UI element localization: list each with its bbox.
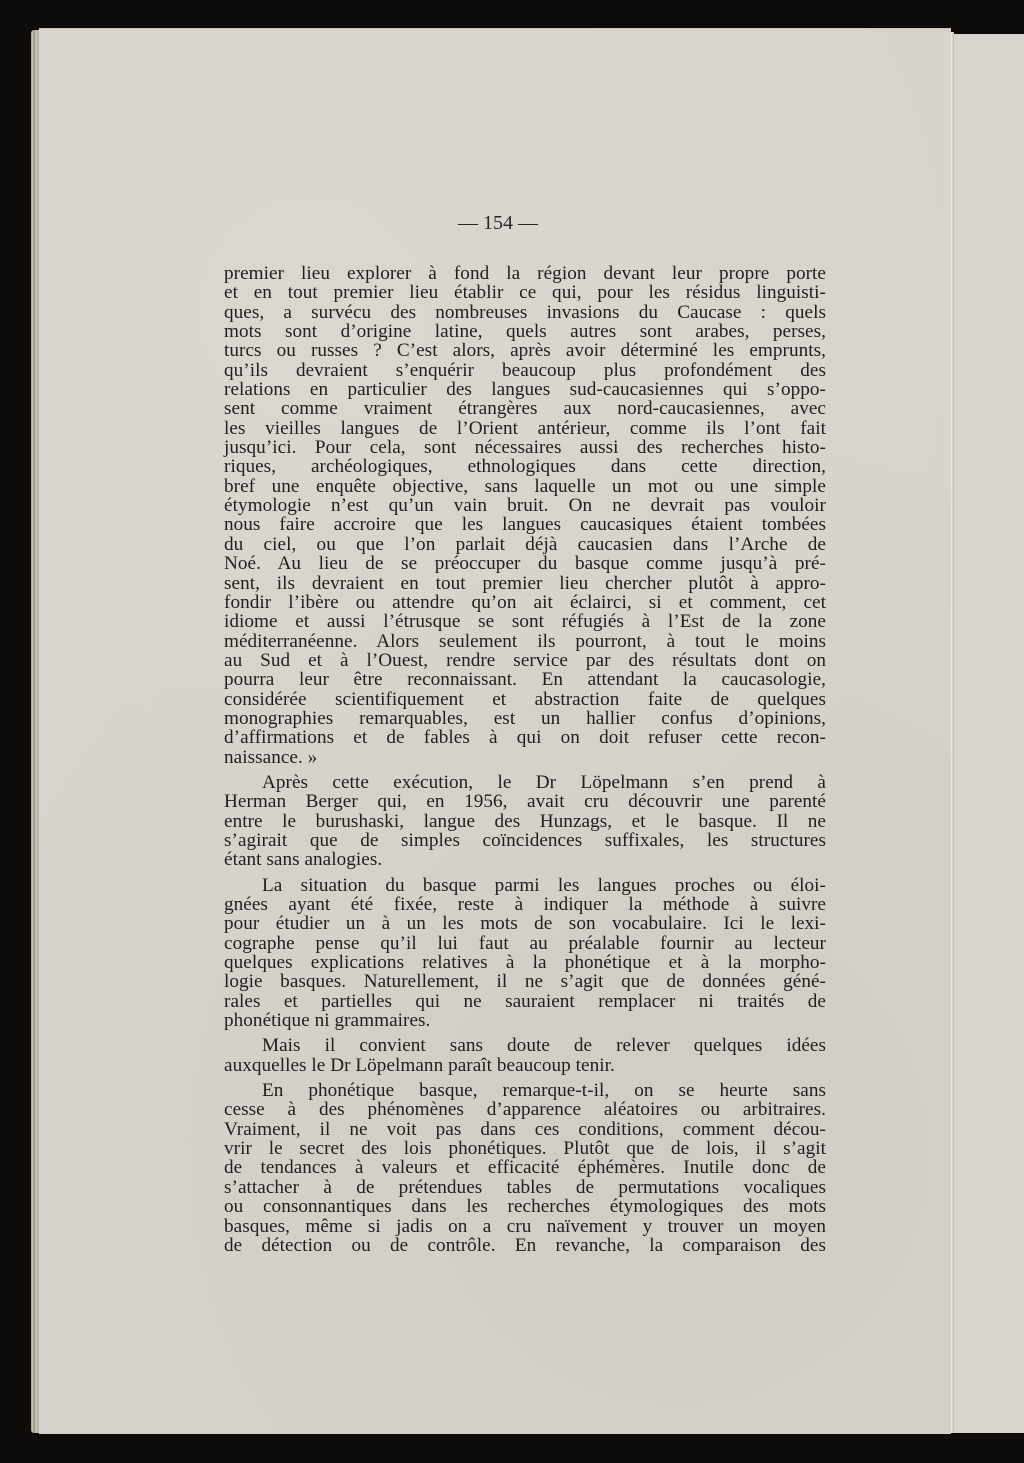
text-line: jusqu’ici. Pour cela, sont nécessaires aussi des recherches histo- [224,437,826,459]
text-line: turcs ou russes ? C’est alors, après avoir déterminé les emprunts, [224,340,826,362]
text-line: naissance. » [224,746,318,768]
text-line: entre le burushaski, langue des Hunzags, et le basque. Il ne [224,810,826,832]
text-line: considérée scientifiquement et abstraction faite de quelques [224,688,826,710]
text-line: les vieilles langues de l’Orient antérieur, comme ils l’ont fait [224,417,826,439]
text-line: s’attacher à de prétendues tables de permutations vocaliques [224,1176,826,1198]
text-line: sent, ils devraient en tout premier lieu chercher plutôt à appro- [224,572,826,594]
text-line: pour étudier un à un les mots de son vocabulaire. Ici le lexi- [224,913,826,935]
text-line: nous faire accroire que les langues caucasiques étaient tombées [224,514,826,536]
text-line: ou consonnantiques dans les recherches étymologiques des mots [224,1196,826,1218]
text-line: et en tout premier lieu établir ce qui, pour les résidus linguisti- [224,282,826,304]
text-line: Après cette exécution, le Dr Löpelmann s’en prend à [262,771,826,793]
text-line: relations en particulier des langues sud-caucasiennes qui s’oppo- [224,379,826,401]
text-line: au Sud et à l’Ouest, rendre service par des résultats dont on [224,649,826,671]
text-line: Mais il convient sans doute de relever quelques idées [262,1035,826,1057]
text-line: mots sont d’origine latine, quels autres sont arabes, perses, [224,321,826,343]
body-text [224,264,826,1255]
page-number: — 154 — [458,212,538,234]
text-line: sent comme vraiment étrangères aux nord-caucasiennes, avec [224,398,826,420]
page-stack-edge [31,30,39,1433]
paragraph [224,876,826,1031]
text-line: qu’ils devraient s’enquérir beaucoup plus profondément des [224,359,826,381]
text-line: d’affirmations et de fables à qui on doit refuser cette recon- [224,727,826,749]
text-line: monographies remarquables, est un hallier confus d’opinions, [224,707,826,729]
facing-page [954,34,1024,1433]
text-line: de tendances à valeurs et efficacité éphémères. Inutile donc de [224,1157,826,1179]
text-line: du ciel, ou que l’on parlait déjà caucasien dans l’Arche de [224,533,826,555]
text-line: phonétique ni grammaires. [224,1010,431,1032]
text-line: de détection ou de contrôle. En revanche, la comparaison des [224,1234,826,1256]
text-line: La situation du basque parmi les langues proches ou éloi- [262,874,826,896]
paragraph [224,264,826,767]
text-line: basques, même si jadis on a cru naïvement y trouver un moyen [224,1215,826,1237]
text-line: En phonétique basque, remarque-t-il, on se heurte sans [262,1080,826,1102]
text-line: Noé. Au lieu de se préoccuper du basque comme jusqu’à pré- [224,553,826,575]
text-line: quelques explications relatives à la phonétique et à la morpho- [224,952,826,974]
book-page [39,28,951,1434]
text-line: cesse à des phénomènes d’apparence aléatoires ou arbitraires. [224,1099,826,1121]
text-line: vrir le secret des lois phonétiques. Plutôt que de lois, il s’agit [224,1138,826,1160]
text-line: étymologie n’est qu’un vain bruit. On ne devrait pas vouloir [224,495,826,517]
text-line: bref une enquête objective, sans laquelle un mot ou une simple [224,475,826,497]
text-line: Vraiment, il ne voit pas dans ces conditions, comment décou- [224,1118,826,1140]
paragraph [224,773,826,870]
text-line: riques, archéologiques, ethnologiques dans cette direction, [224,456,826,478]
text-line: logie basques. Naturellement, il ne s’agit que de données géné- [224,971,826,993]
text-line: auxquelles le Dr Löpelmann paraît beaucoup tenir. [224,1054,615,1076]
text-line: pourra leur être reconnaissant. En attendant la caucasologie, [224,669,826,691]
text-line: cographe pense qu’il lui faut au préalable fournir au lecteur [224,932,826,954]
text-line: ques, a survécu des nombreuses invasions du Caucase : quels [224,301,826,323]
text-line: rales et partielles qui ne sauraient remplacer ni traités de [224,990,826,1012]
text-line: premier lieu explorer à fond la région devant leur propre porte [224,263,826,284]
text-line: gnées ayant été fixée, reste à indiquer la méthode à suivre [224,894,826,915]
text-line: méditerranéenne. Alors seulement ils pourront, à tout le moins [224,630,826,652]
paragraph [224,1036,826,1075]
text-line: idiome et aussi l’étrusque se sont réfugiés à l’Est de la zone [224,611,826,633]
text-line: fondir l’ibère ou attendre qu’on ait éclairci, si et comment, cet [224,591,826,613]
text-line: s’agirait que de simples coïncidences suffixales, les structures [224,829,826,851]
text-line: Herman Berger qui, en 1956, avait cru découvrir une parenté [224,791,826,813]
text-line: étant sans analogies. [224,849,383,871]
paragraph [224,1081,826,1255]
